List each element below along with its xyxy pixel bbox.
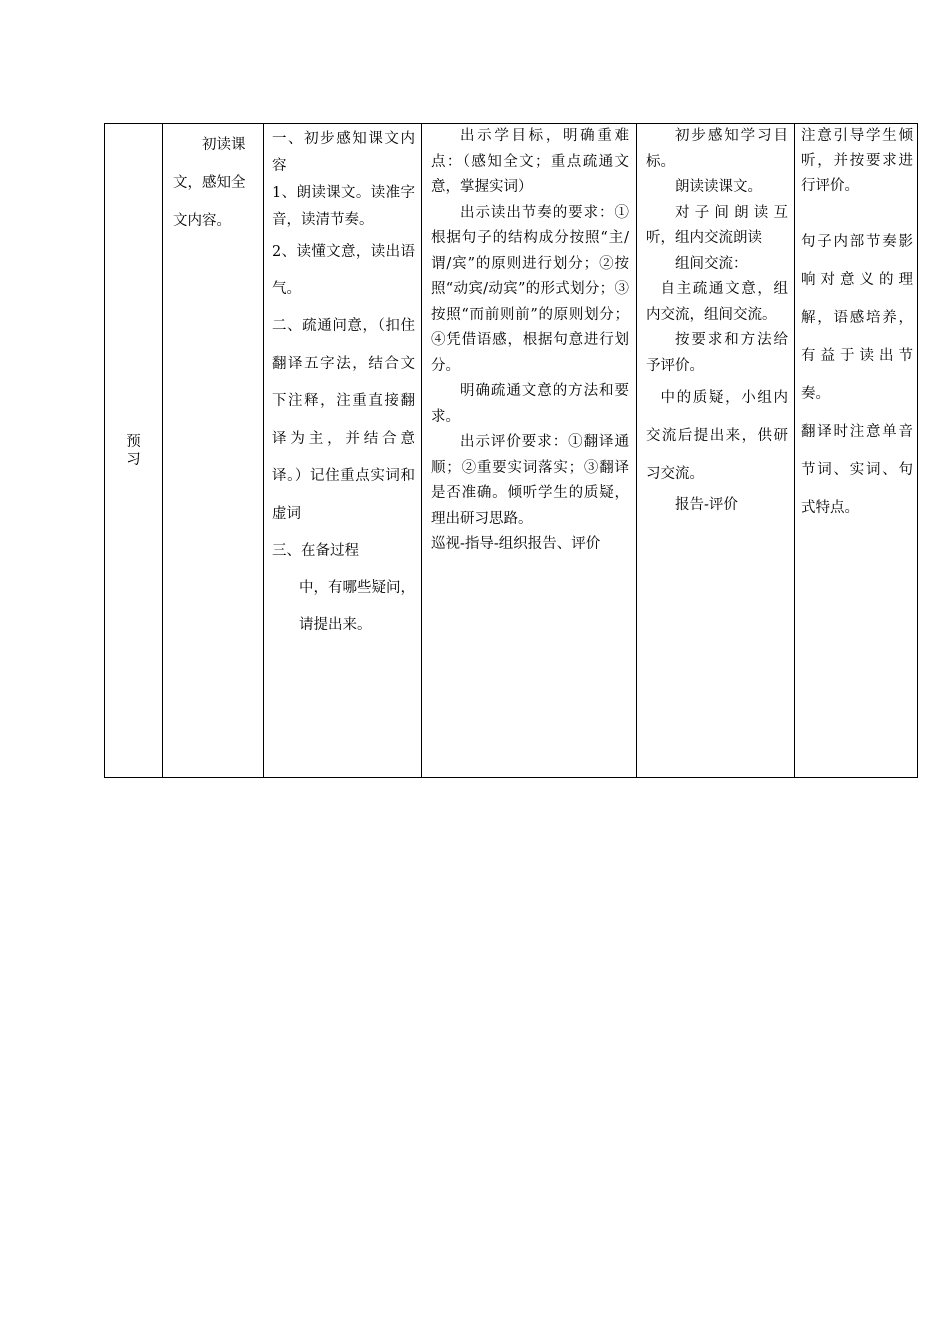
teacher-activity-cell: [422, 124, 637, 778]
student-activity-cell: [637, 124, 795, 778]
note-paragraph: 翻译时注意单音节词、实词、句式特点。: [801, 424, 913, 516]
table-row: [105, 124, 918, 778]
note-paragraph: 注意引导学生倾听，并按要求进行评价。: [801, 128, 913, 194]
goal-cell: [163, 124, 264, 778]
student-paragraph: 自主疏通文意，组内交流，组间交流。: [646, 281, 788, 323]
note-paragraph: 句子内部节奏影响对意义的理解，语感培养，有益于读出节奏。: [801, 234, 913, 402]
teacher-paragraph: 明确疏通文意的方法和要求。: [431, 383, 629, 425]
student-paragraph: 组间交流：: [675, 255, 748, 272]
student-paragraph: 朗读读课文。: [675, 179, 762, 195]
teacher-paragraph: 出示评价要求：①翻译通顺；②重要实词落实；③翻译是否准确。倾听学生的质疑，理出研习思路。: [431, 434, 629, 527]
student-paragraph: 按要求和方法给予评价。: [646, 332, 788, 374]
content-paragraph: 2、读懂文意，读出语气。: [272, 244, 415, 297]
content-paragraph: 二、疏通问意，（扣住翻译五字法，结合文下注释，注重直接翻译为主，并结合意译。）记住重点实词和虚词: [272, 318, 415, 522]
student-paragraph: 报告-评价: [675, 497, 738, 513]
student-paragraph: 中的质疑，小组内交流后提出来，供研习交流。: [646, 390, 788, 482]
stage-cell: [105, 124, 163, 778]
student-paragraph: 对子间朗读互听，组内交流朗读: [646, 204, 788, 246]
design-note-cell: [795, 124, 918, 778]
teacher-paragraph: 巡视-指导-组织报告、评价: [431, 536, 601, 552]
content-paragraph: 三、在备过程: [272, 543, 359, 559]
lesson-plan-table: [104, 123, 918, 778]
teacher-paragraph: 出示学目标，明确重难点：（感知全文；重点疏通文意，掌握实词）: [431, 128, 629, 195]
content-paragraph: 中，有哪些疑问，请提出来。: [299, 580, 415, 633]
content-paragraph: 一、初步感知课文内容: [272, 131, 415, 174]
stage-label: 预习: [126, 433, 141, 468]
content-cell: [264, 124, 422, 778]
content-paragraph: 1、朗读课文。读准字音，读清节奏。: [272, 185, 415, 228]
teacher-paragraph: 出示读出节奏的要求：①根据句子的结构成分按照“主/谓/宾”的原则进行划分；②按照“动宾/动宾”的形式划分；③按照“而前则前”的原则划分；④凭借语感，根据句意进行划分。: [431, 204, 629, 374]
student-paragraph: 初步感知学习目标。: [646, 128, 788, 170]
goal-text: 初读课文，感知全文内容。: [173, 137, 246, 229]
